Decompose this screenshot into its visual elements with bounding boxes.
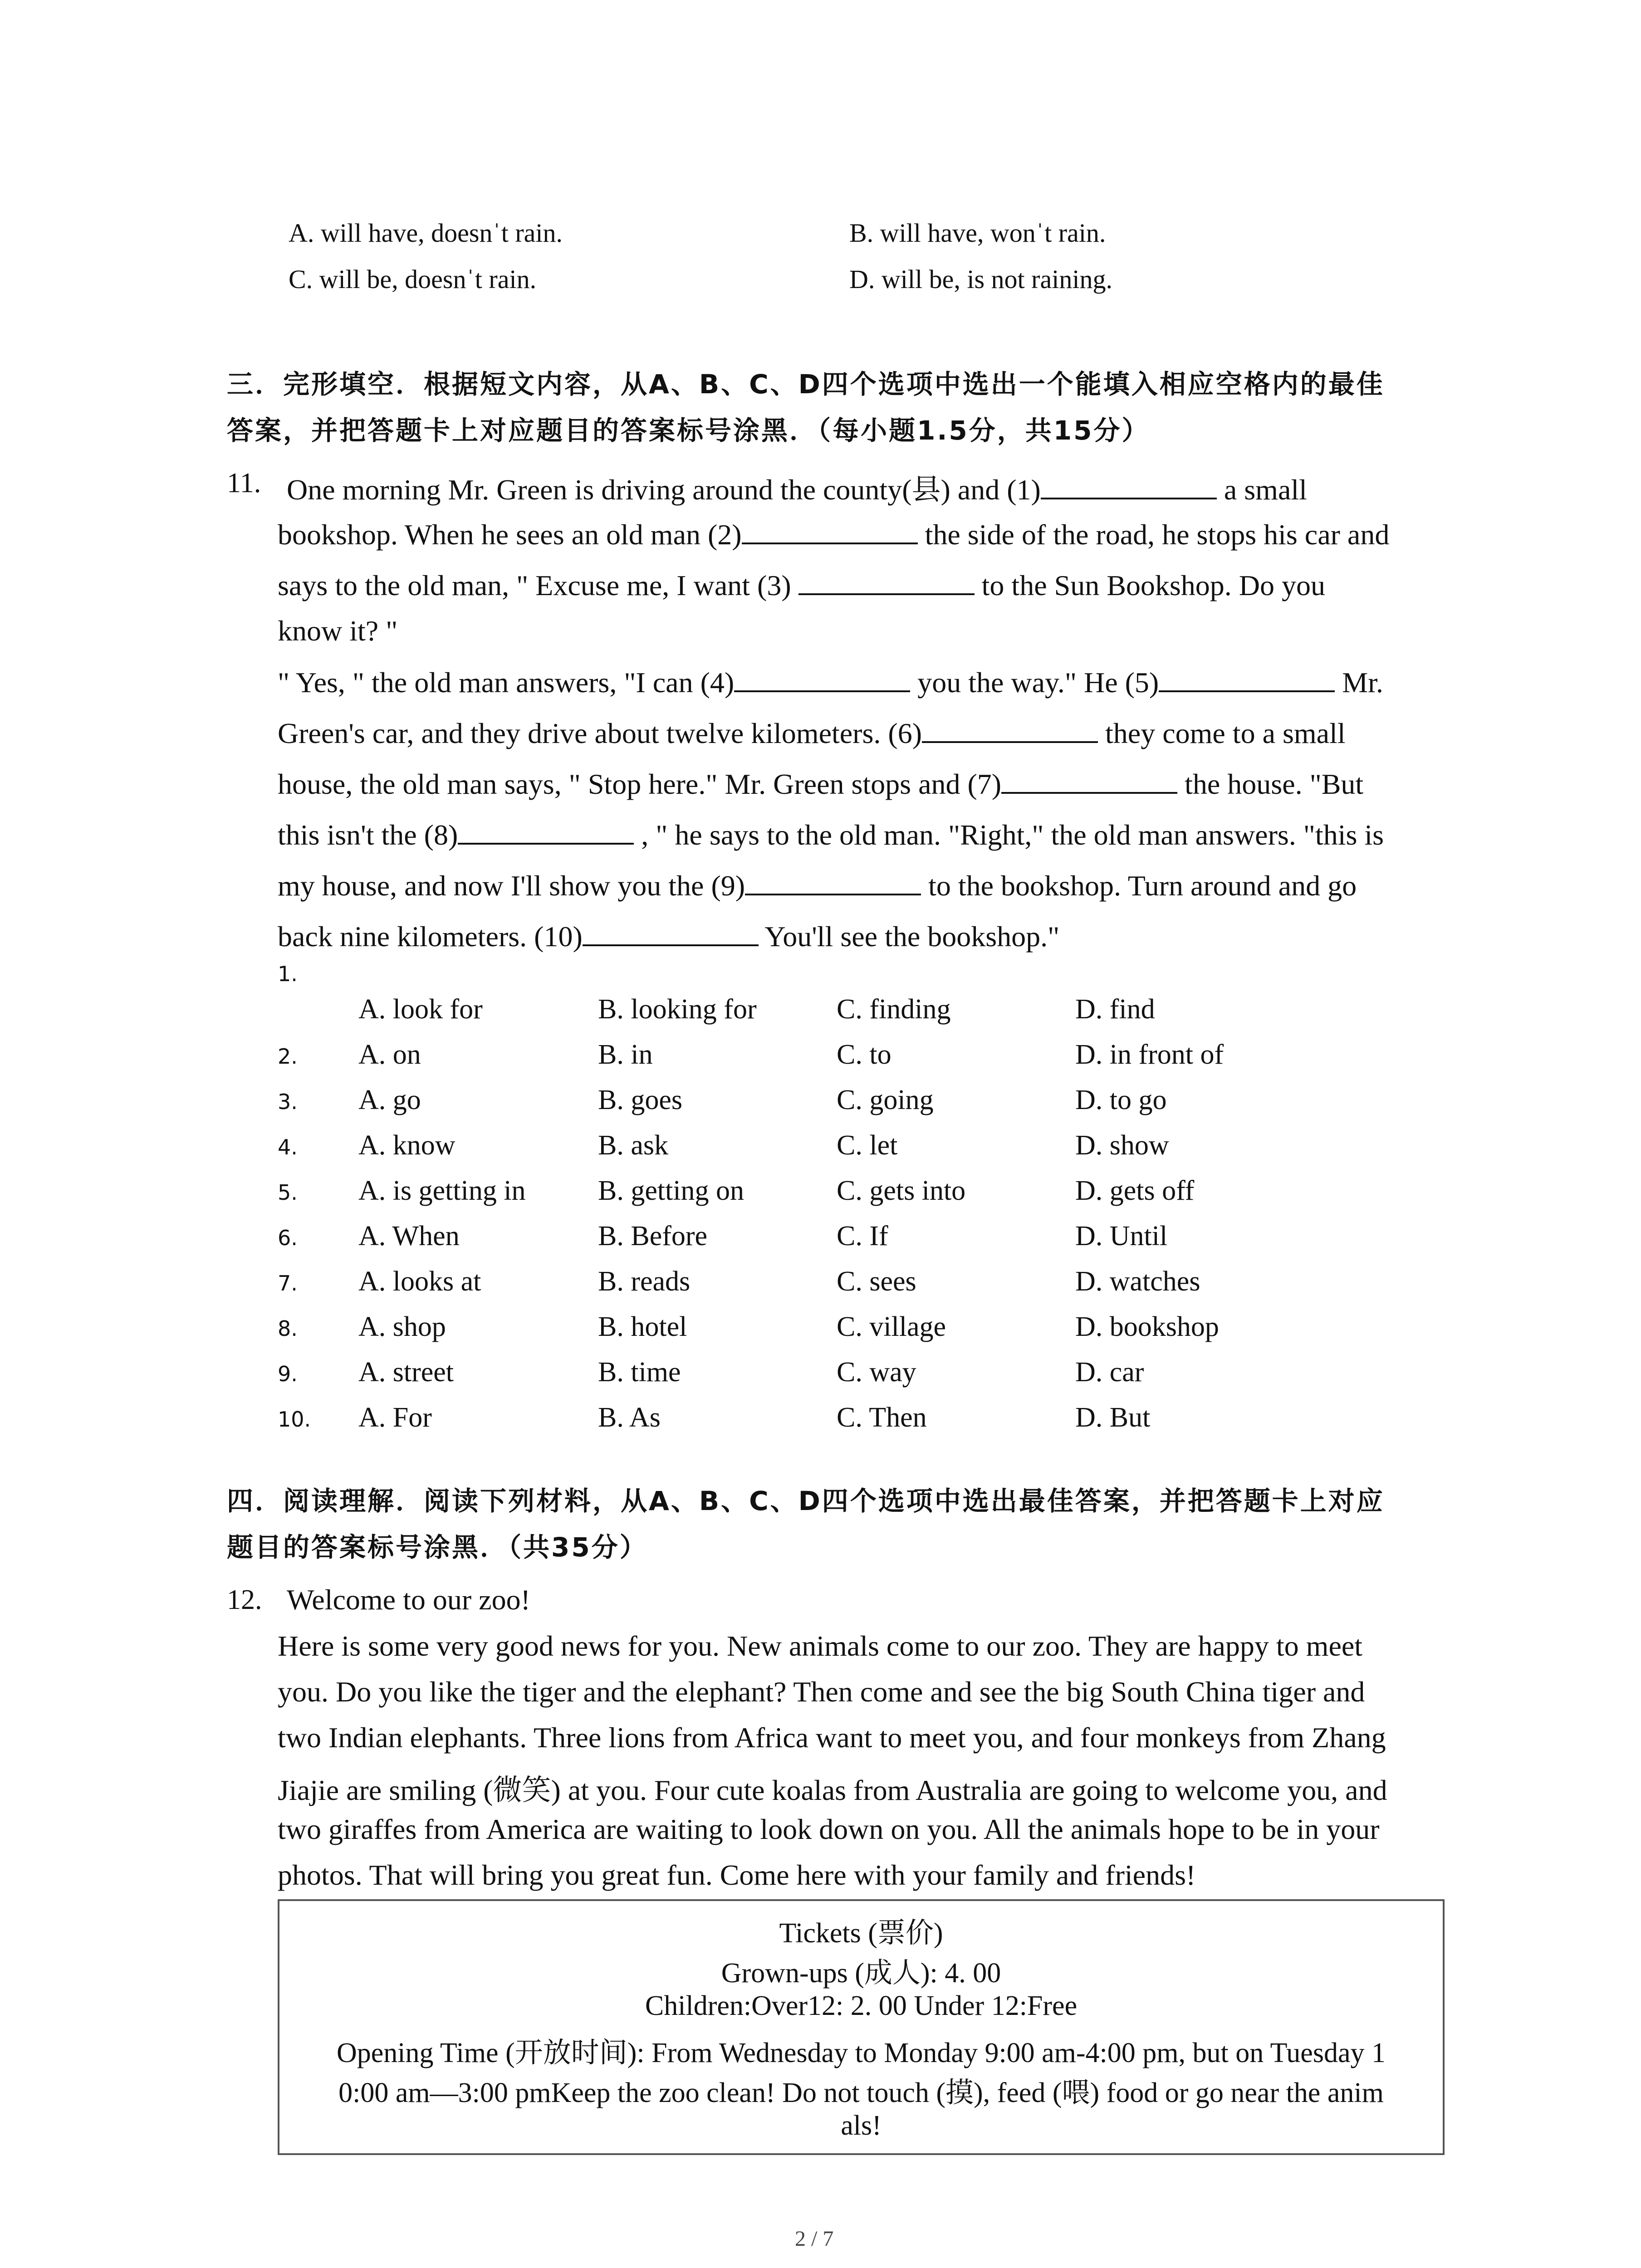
blank-5 [1159, 665, 1335, 692]
passage-line-8: this isn't the (8) , " he says to the old man. "Right," the old man answers. "this is [278, 817, 1384, 852]
blank-1 [1041, 472, 1217, 499]
ticket-info-box [278, 1899, 1445, 2155]
passage-line-10: back nine kilometers. (10) You'll see the bookshop." [278, 919, 1059, 953]
passage-line-6: photos. That will bring you great fun. Come here with your family and friends! [278, 1859, 1196, 1891]
choice-b: B. looking for [598, 994, 757, 1025]
zoo-rules-cont: als! [841, 2110, 882, 2141]
option-number: 1. [278, 962, 298, 986]
passage-line-4: Jiajie are smiling (微笑) at you. Four cute koalas from Australia are going to welcome you, and [278, 1774, 1387, 1806]
blank-8 [458, 817, 634, 845]
choice-d: D. car [1075, 1357, 1144, 1388]
choice-d: D. watches [1075, 1266, 1200, 1297]
option-b: B. will have, wonˈt rain. [849, 218, 1106, 248]
choice-b: B. in [598, 1039, 653, 1070]
passage-line-3: says to the old man, " Excuse me, I want (3) to the Sun Bookshop. Do you [278, 568, 1325, 602]
choice-d: D. bookshop [1075, 1311, 1219, 1342]
choice-b: B. getting on [598, 1175, 745, 1206]
choice-a: A. street [358, 1357, 454, 1388]
question-number: 11. [227, 468, 261, 499]
blank-4 [734, 665, 910, 692]
section-heading-line2: 题目的答案标号涂黑．（共35分） [227, 1532, 648, 1563]
page-number: 2 / 7 [795, 2227, 834, 2251]
passage-line-2: bookshop. When he sees an old man (2) the side of the road, he stops his car and [278, 517, 1389, 552]
blank-9 [745, 868, 921, 895]
choice-a: A. go [358, 1085, 421, 1115]
option-number: 6. [278, 1226, 298, 1250]
choice-d: D. But [1075, 1402, 1151, 1433]
choice-a: A. For [358, 1402, 432, 1433]
passage-line-1: One morning Mr. Green is driving around the county(县) and (1) a small [287, 466, 1307, 508]
opening-time: Opening Time (开放时间): From Wednesday to Monday 9:00 am-4:00 pm, but on Tuesday 1 [337, 2038, 1386, 2068]
passage-line-1: Here is some very good news for you. New animals come to our zoo. They are happy to meet [278, 1630, 1363, 1662]
choice-a: A. shop [358, 1311, 446, 1342]
passage-line-6: Green's car, and they drive about twelve kilometers. (6) they come to a small [278, 716, 1346, 750]
choice-a: A. know [358, 1130, 456, 1161]
question-number: 12. [227, 1584, 262, 1615]
choice-c: C. sees [837, 1266, 916, 1297]
option-a: A. will have, doesnˈt rain. [289, 218, 563, 248]
section-heading-line1: 三．完形填空．根据短文内容，从A、B、C、D四个选项中选出一个能填入相应空格内的最佳 [227, 369, 1385, 400]
ticket-children: Children:Over12: 2. 00 Under 12:Free [645, 1990, 1078, 2021]
choice-a: A. When [358, 1221, 460, 1251]
section-heading-line1: 四．阅读理解．阅读下列材料，从A、B、C、D四个选项中选出最佳答案，并把答题卡上对应 [227, 1486, 1385, 1516]
option-c: C. will be, doesnˈt rain. [289, 264, 537, 294]
choice-a: A. is getting in [358, 1175, 526, 1206]
ticket-title: Tickets (票价) [779, 1918, 943, 1949]
choice-c: C. finding [837, 994, 951, 1025]
choice-c: C. gets into [837, 1175, 966, 1206]
choice-b: B. time [598, 1357, 681, 1388]
choice-b: B. Before [598, 1221, 708, 1251]
choice-a: A. on [358, 1039, 421, 1070]
choice-b: B. hotel [598, 1311, 687, 1342]
choice-b: B. goes [598, 1085, 682, 1115]
passage-line-5: two giraffes from America are waiting to look down on you. All the animals hope to be in your [278, 1813, 1380, 1845]
passage-title: Welcome to our zoo! [287, 1584, 530, 1616]
choice-c: C. If [837, 1221, 888, 1251]
passage-line-9: my house, and now I'll show you the (9) to the bookshop. Turn around and go [278, 868, 1357, 903]
choice-d: D. in front of [1075, 1039, 1224, 1070]
section-heading-line2: 答案，并把答题卡上对应题目的答案标号涂黑．（每小题1.5分，共15分） [227, 415, 1150, 446]
choice-d: D. find [1075, 994, 1155, 1025]
passage-line-5: " Yes, " the old man answers, "I can (4) you the way." He (5) Mr. [278, 665, 1383, 699]
blank-2 [742, 517, 918, 544]
choice-d: D. to go [1075, 1085, 1167, 1115]
choice-c: C. Then [837, 1402, 927, 1433]
blank-10 [583, 919, 759, 946]
option-number: 10. [278, 1407, 311, 1432]
passage-line-3: two Indian elephants. Three lions from Africa want to meet you, and four monkeys from Zhang [278, 1721, 1386, 1754]
passage-line-4: know it? " [278, 615, 398, 647]
choice-c: C. to [837, 1039, 892, 1070]
option-number: 7. [278, 1271, 298, 1295]
blank-6 [922, 716, 1098, 743]
blank-7 [1001, 767, 1177, 794]
choice-c: C. let [837, 1130, 898, 1161]
option-number: 3. [278, 1090, 298, 1114]
choice-c: C. going [837, 1085, 934, 1115]
option-number: 2. [278, 1044, 298, 1069]
choice-d: D. show [1075, 1130, 1169, 1161]
choice-a: A. looks at [358, 1266, 481, 1297]
blank-3 [798, 568, 975, 595]
option-number: 9. [278, 1362, 298, 1386]
option-number: 4. [278, 1135, 298, 1159]
passage-line-2: you. Do you like the tiger and the elephant? Then come and see the big South China tiger and [278, 1676, 1365, 1708]
choice-c: C. village [837, 1311, 946, 1342]
choice-b: B. As [598, 1402, 661, 1433]
choice-c: C. way [837, 1357, 916, 1388]
zoo-rules: 0:00 am—3:00 pmKeep the zoo clean! Do not touch (摸), feed (喂) food or go near the anim [338, 2077, 1384, 2108]
option-d: D. will be, is not raining. [849, 264, 1112, 294]
choice-b: B. ask [598, 1130, 668, 1161]
choice-d: D. gets off [1075, 1175, 1195, 1206]
choice-a: A. look for [358, 994, 483, 1025]
ticket-grownups: Grown-ups (成人): 4. 00 [721, 1958, 1001, 1989]
choice-d: D. Until [1075, 1221, 1168, 1251]
passage-line-7: house, the old man says, " Stop here." Mr. Green stops and (7) the house. "But [278, 767, 1363, 801]
option-number: 8. [278, 1316, 298, 1341]
option-number: 5. [278, 1180, 298, 1205]
choice-b: B. reads [598, 1266, 691, 1297]
